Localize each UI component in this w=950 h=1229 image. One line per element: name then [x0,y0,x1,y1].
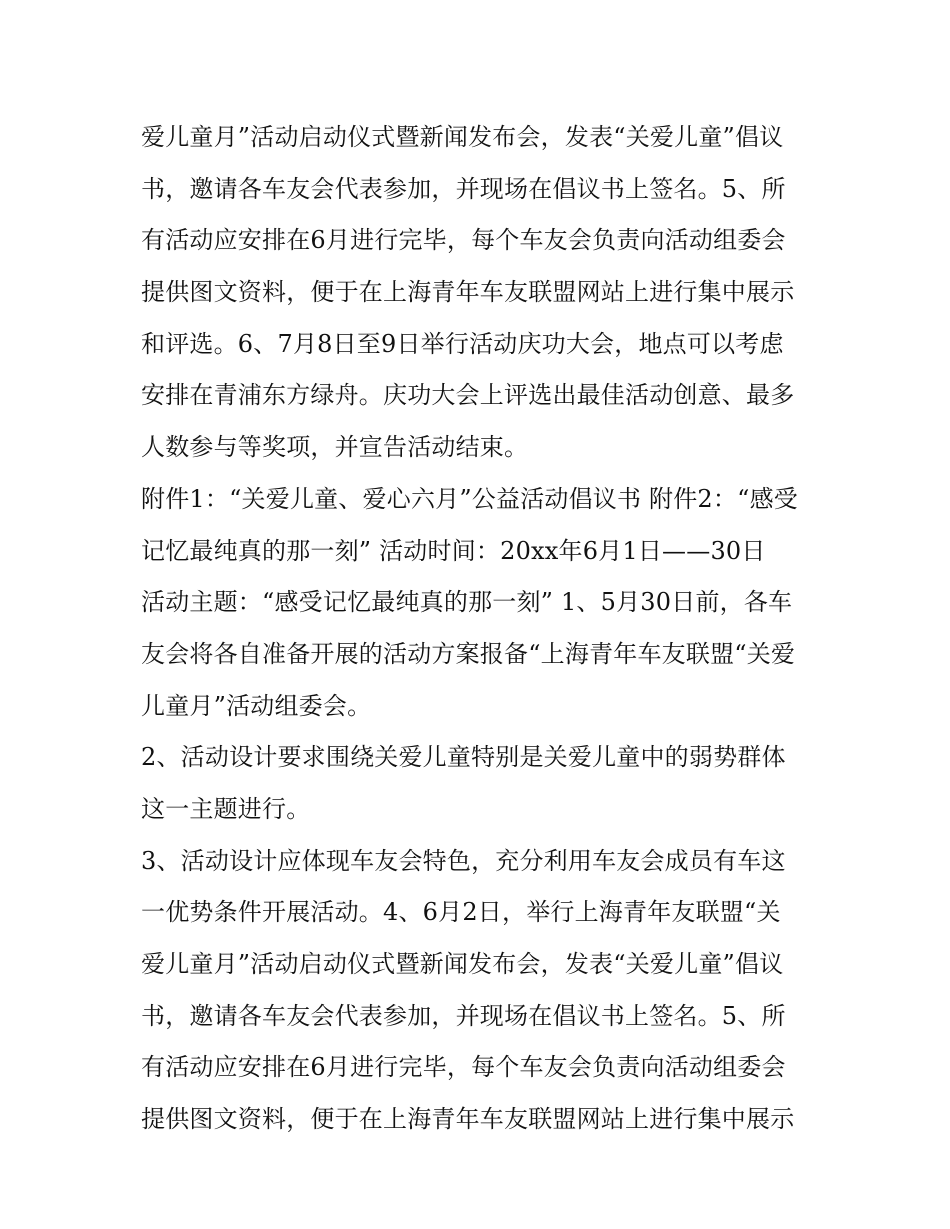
text-line: 爱儿童月”活动启动仪式暨新闻发布会，发表“关爱儿童”倡议 [141,123,784,151]
text-line: 2、活动设计要求围绕关爱儿童特别是关爱儿童中的弱势群体 [141,743,786,772]
text-line: 爱儿童月”活动启动仪式暨新闻发布会，发表“关爱儿童”倡议 [141,950,784,978]
text-line: 有活动应安排在6月进行完毕，每个车友会负责向活动组委会 [141,1053,786,1082]
text-line: 3、活动设计应体现车友会特色，充分利用车友会成员有车这 [141,846,786,875]
text-line: 提供图文资料，便于在上海青年车友联盟网站上进行集中展示 [141,1105,795,1134]
text-line: 和评选。6、7月8日至9日举行活动庆功大会，地点可以考虑 [141,329,784,358]
text-line: 友会将各自准备开展的活动方案报备“上海青年车友联盟“关爱 [141,639,796,668]
text-line: 书，邀请各车友会代表参加，并现场在倡议书上签名。5、所 [141,1001,786,1030]
text-line: 儿童月”活动组委会。 [141,691,372,720]
text-line: 书，邀请各车友会代表参加，并现场在倡议书上签名。5、所 [141,174,786,203]
text-line: 人数参与等奖项，并宣告活动结束。 [141,433,529,462]
text-line: 提供图文资料，便于在上海青年车友联盟网站上进行集中展示 [141,278,795,307]
text-line: 一优势条件开展活动。4、6月2日，举行上海青年友联盟“关 [141,898,781,927]
text-line: 活动主题：“感受记忆最纯真的那一刻” 1、5月30日前，各车 [141,588,793,617]
text-line: 这一主题进行。 [141,794,311,823]
text-line: 有活动应安排在6月进行完毕，每个车友会负责向活动组委会 [141,226,786,255]
document-body [141,112,821,1146]
text-line: 安排在青浦东方绿舟。庆功大会上评选出最佳活动创意、最多 [141,381,795,410]
text-line: 记忆最纯真的那一刻” 活动时间：20xx年6月1日——30日 [141,536,766,565]
text-line: 附件1：“关爱儿童、爱心六月”公益活动倡议书 附件2：“感受 [141,484,798,513]
